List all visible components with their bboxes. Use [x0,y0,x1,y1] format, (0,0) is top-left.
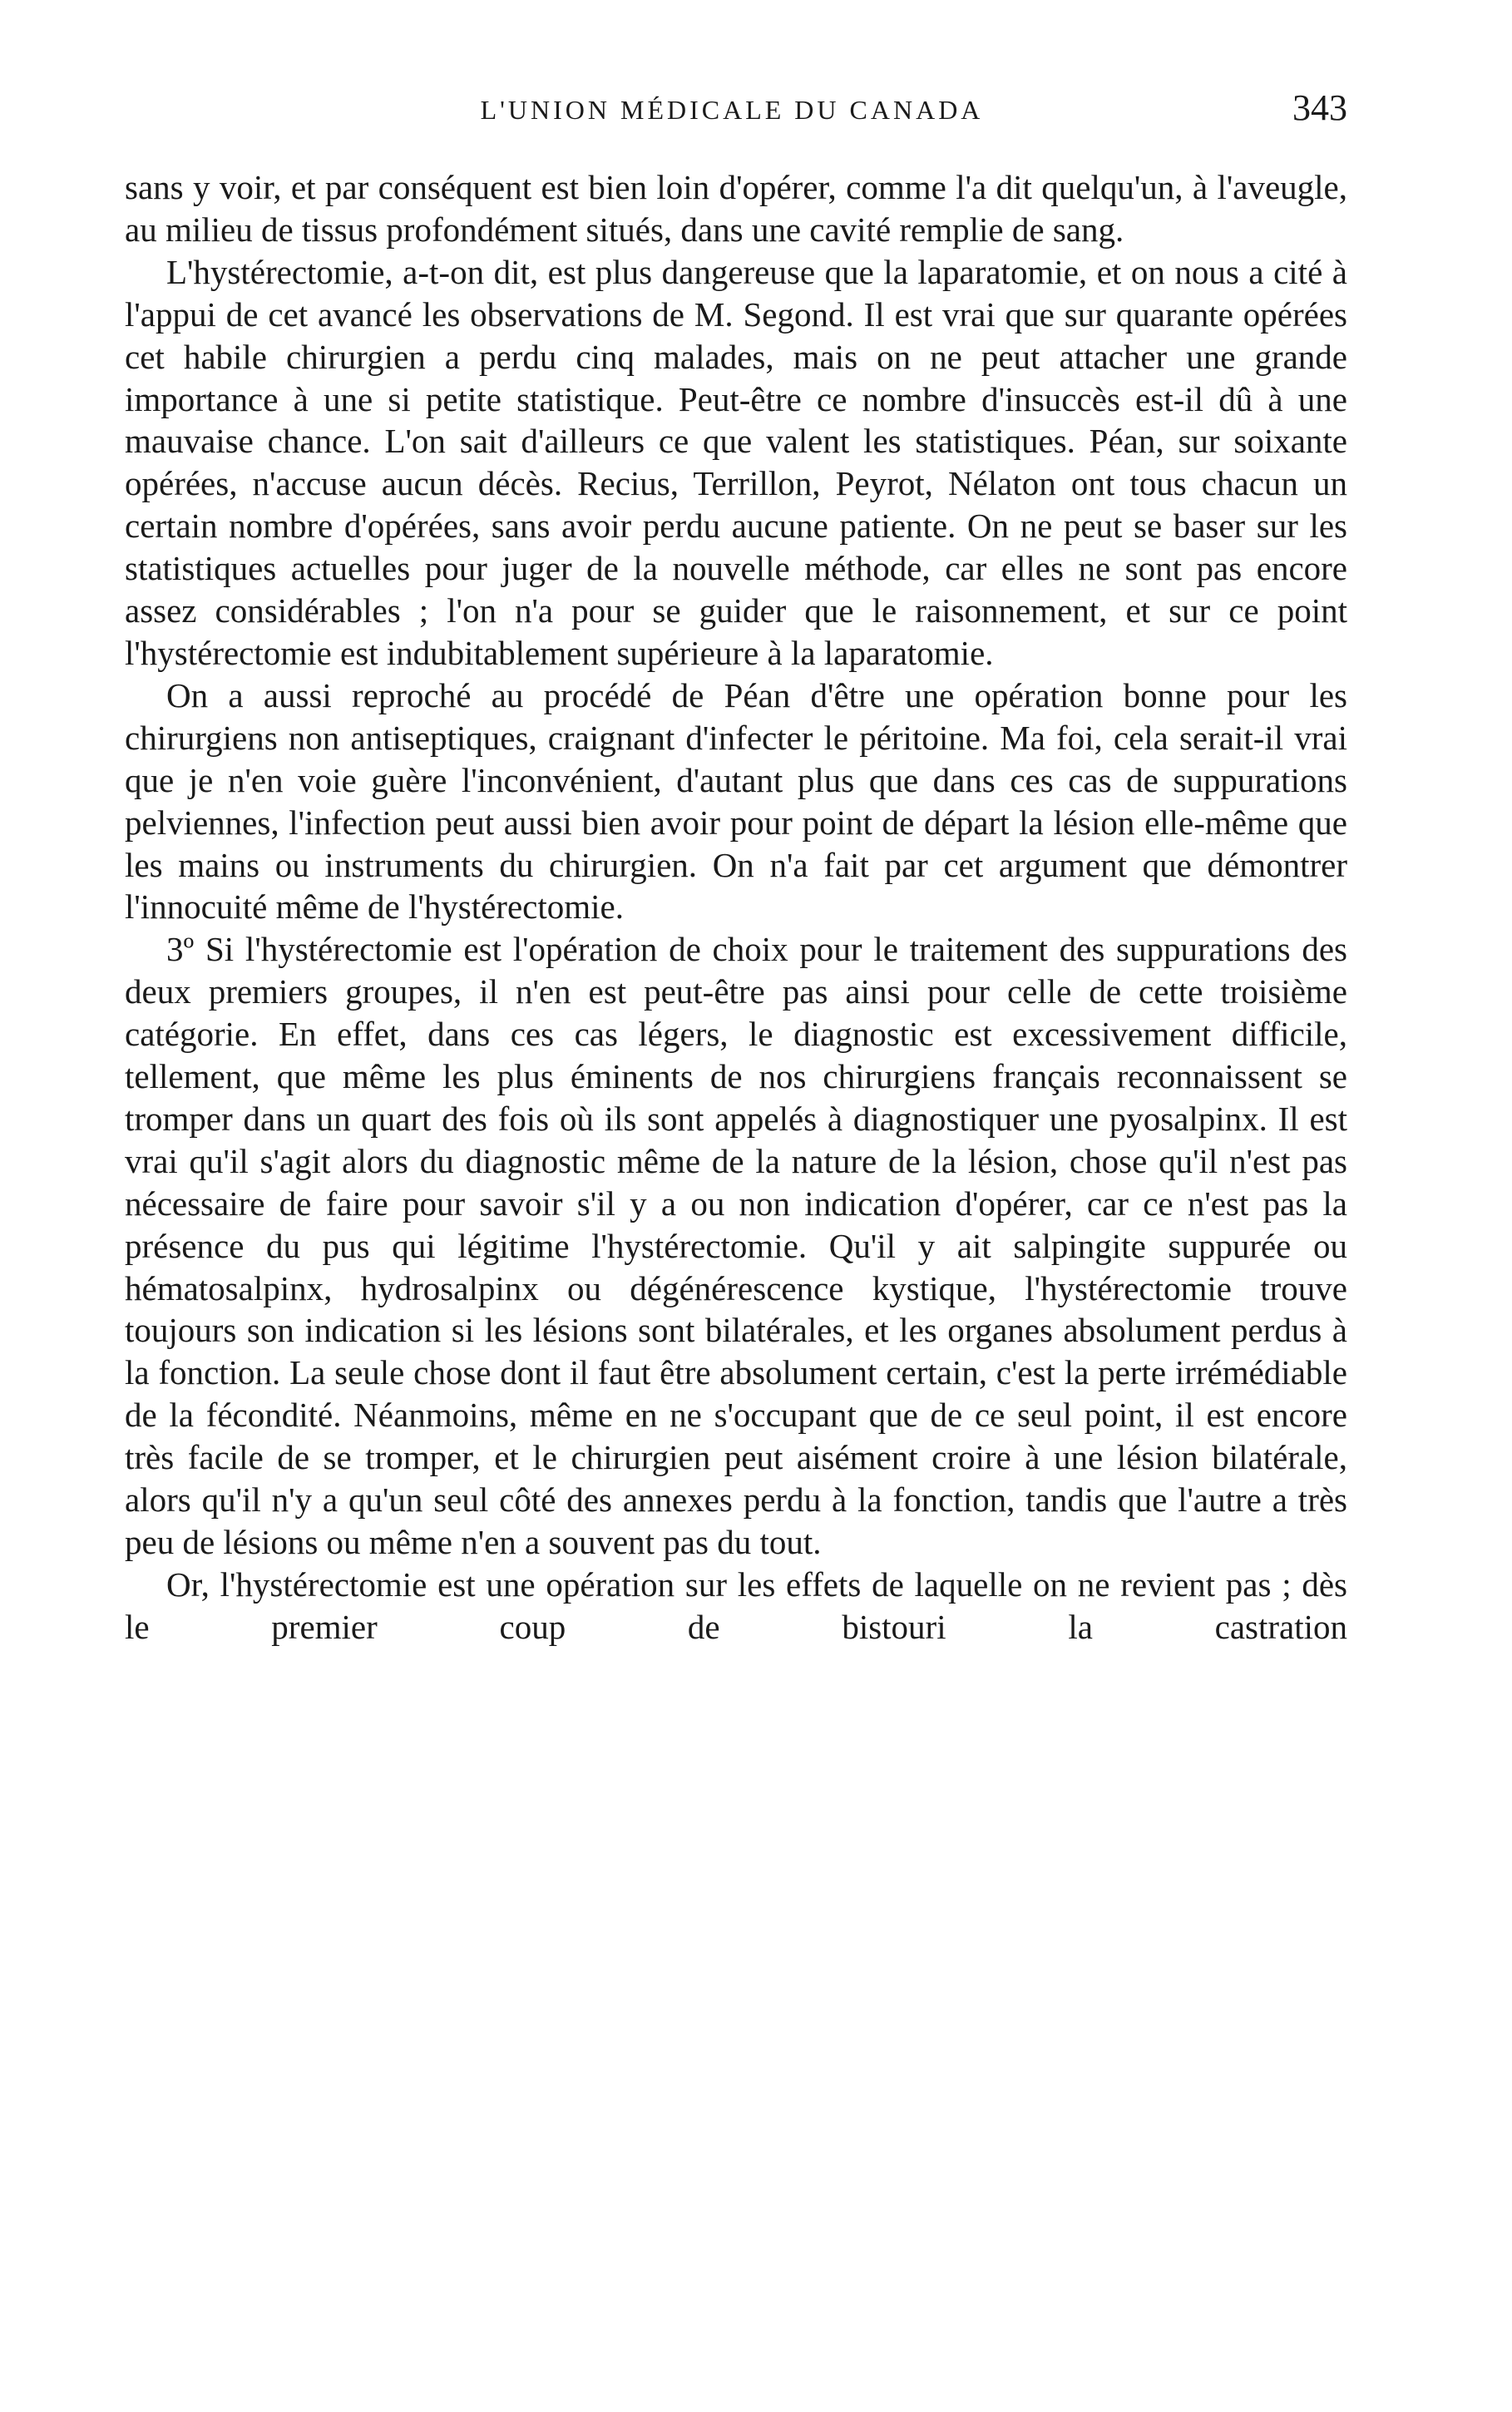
paragraph-hysterectomy-dangers: L'hystérectomie, a-t-on dit, est plus dangereuse que la laparatomie, et on nous a cité à l'appui de cet avancé les observations de M. Segond. Il est vrai que sur quarante opérées cet habile chirurgien a perdu cinq malades, mais on ne peut attacher une grande importance à une si petite statistique. Peut-être ce nombre d'insuccès est-il dû à une mauvaise chance. L'on sait d'ailleurs ce que valent les statistiques. Péan, sur soixante opérées, n'accuse aucun décès. Recius, Terrillon, Peyrot, Nélaton ont tous chacun un certain nombre d'opérées, sans avoir perdu aucune patiente. On ne peut se baser sur les statistiques actuelles pour juger de la nouvelle méthode, car elles ne sont pas encore assez considérables ; l'on n'a pour se guider que le raisonnement, et sur ce point l'hystérectomie est indubitablement supérieure à la laparatomie. [125,252,1347,672]
paragraph-continuation: sans y voir, et par conséquent est bien loin d'opérer, comme l'a dit quelqu'un, à l'aveugle, au milieu de tissus profondément situés, dans une cavité remplie de sang. [125,168,1347,249]
paragraph-antiseptic-objection: On a aussi reproché au procédé de Péan d'être une opération bonne pour les chirurgiens non antiseptiques, craignant d'infecter le péritoine. Ma foi, cela serait-il vrai que je n'en voie guère l'inconvénient, d'autant plus que dans ces cas de suppurations pelviennes, l'infection peut aussi bien avoir pour point de départ la lésion elle-même que les mains ou instruments du chirurgien. On n'a fait par cet argument que démontrer l'innocuité même de l'hystérectomie. [125,675,1347,927]
page-number: 343 [1292,87,1347,128]
text-body [125,166,1347,1648]
running-head [125,87,1347,140]
paragraph-third-category: 3º Si l'hystérectomie est l'opération de choix pour le traitement des suppurations des deux premiers groupes, il n'en est peut-être pas ainsi pour celle de cette troisième catégorie. En effet, dans ces cas légers, le diagnostic est excessivement difficile, tellement, que même les plus éminents de nos chirurgiens français reconnaissent se tromper dans un quart des fois où ils sont appelés à diagnostiquer une pyosalpinx. Il est vrai qu'il s'agit alors du diagnostic même de la nature de la lésion, chose qu'il n'est pas nécessaire de faire pour savoir s'il y a ou non indication d'opérer, car ce n'est pas la présence du pus qui légitime l'hystérectomie. Qu'il y ait salpingite suppurée ou hématosalpinx, hydrosalpinx ou dégénérescence kystique, l'hystérectomie trouve toujours son indication si les lésions sont bilatérales, et les organes absolument perdus à la fonction. La seule chose dont il faut être absolument certain, c'est la perte irrémédiable de la fécondité. Néanmoins, même en ne s'occupant que de ce seul point, il est encore très facile de se tromper, et le chirurgien peut aisément croire à une lésion bilatérale, alors qu'il n'y a qu'un seul côté des annexes perdu à la fonction, tandis que l'autre a très peu de lésions ou même n'en a souvent pas du tout. [125,930,1347,1561]
paragraph-castration: Or, l'hystérectomie est une opération sur les effets de laquelle on ne revient pas ; dès le premier coup de bistouri la castration [125,1564,1347,1646]
journal-title: L'UNION MÉDICALE DU CANADA [480,95,984,125]
